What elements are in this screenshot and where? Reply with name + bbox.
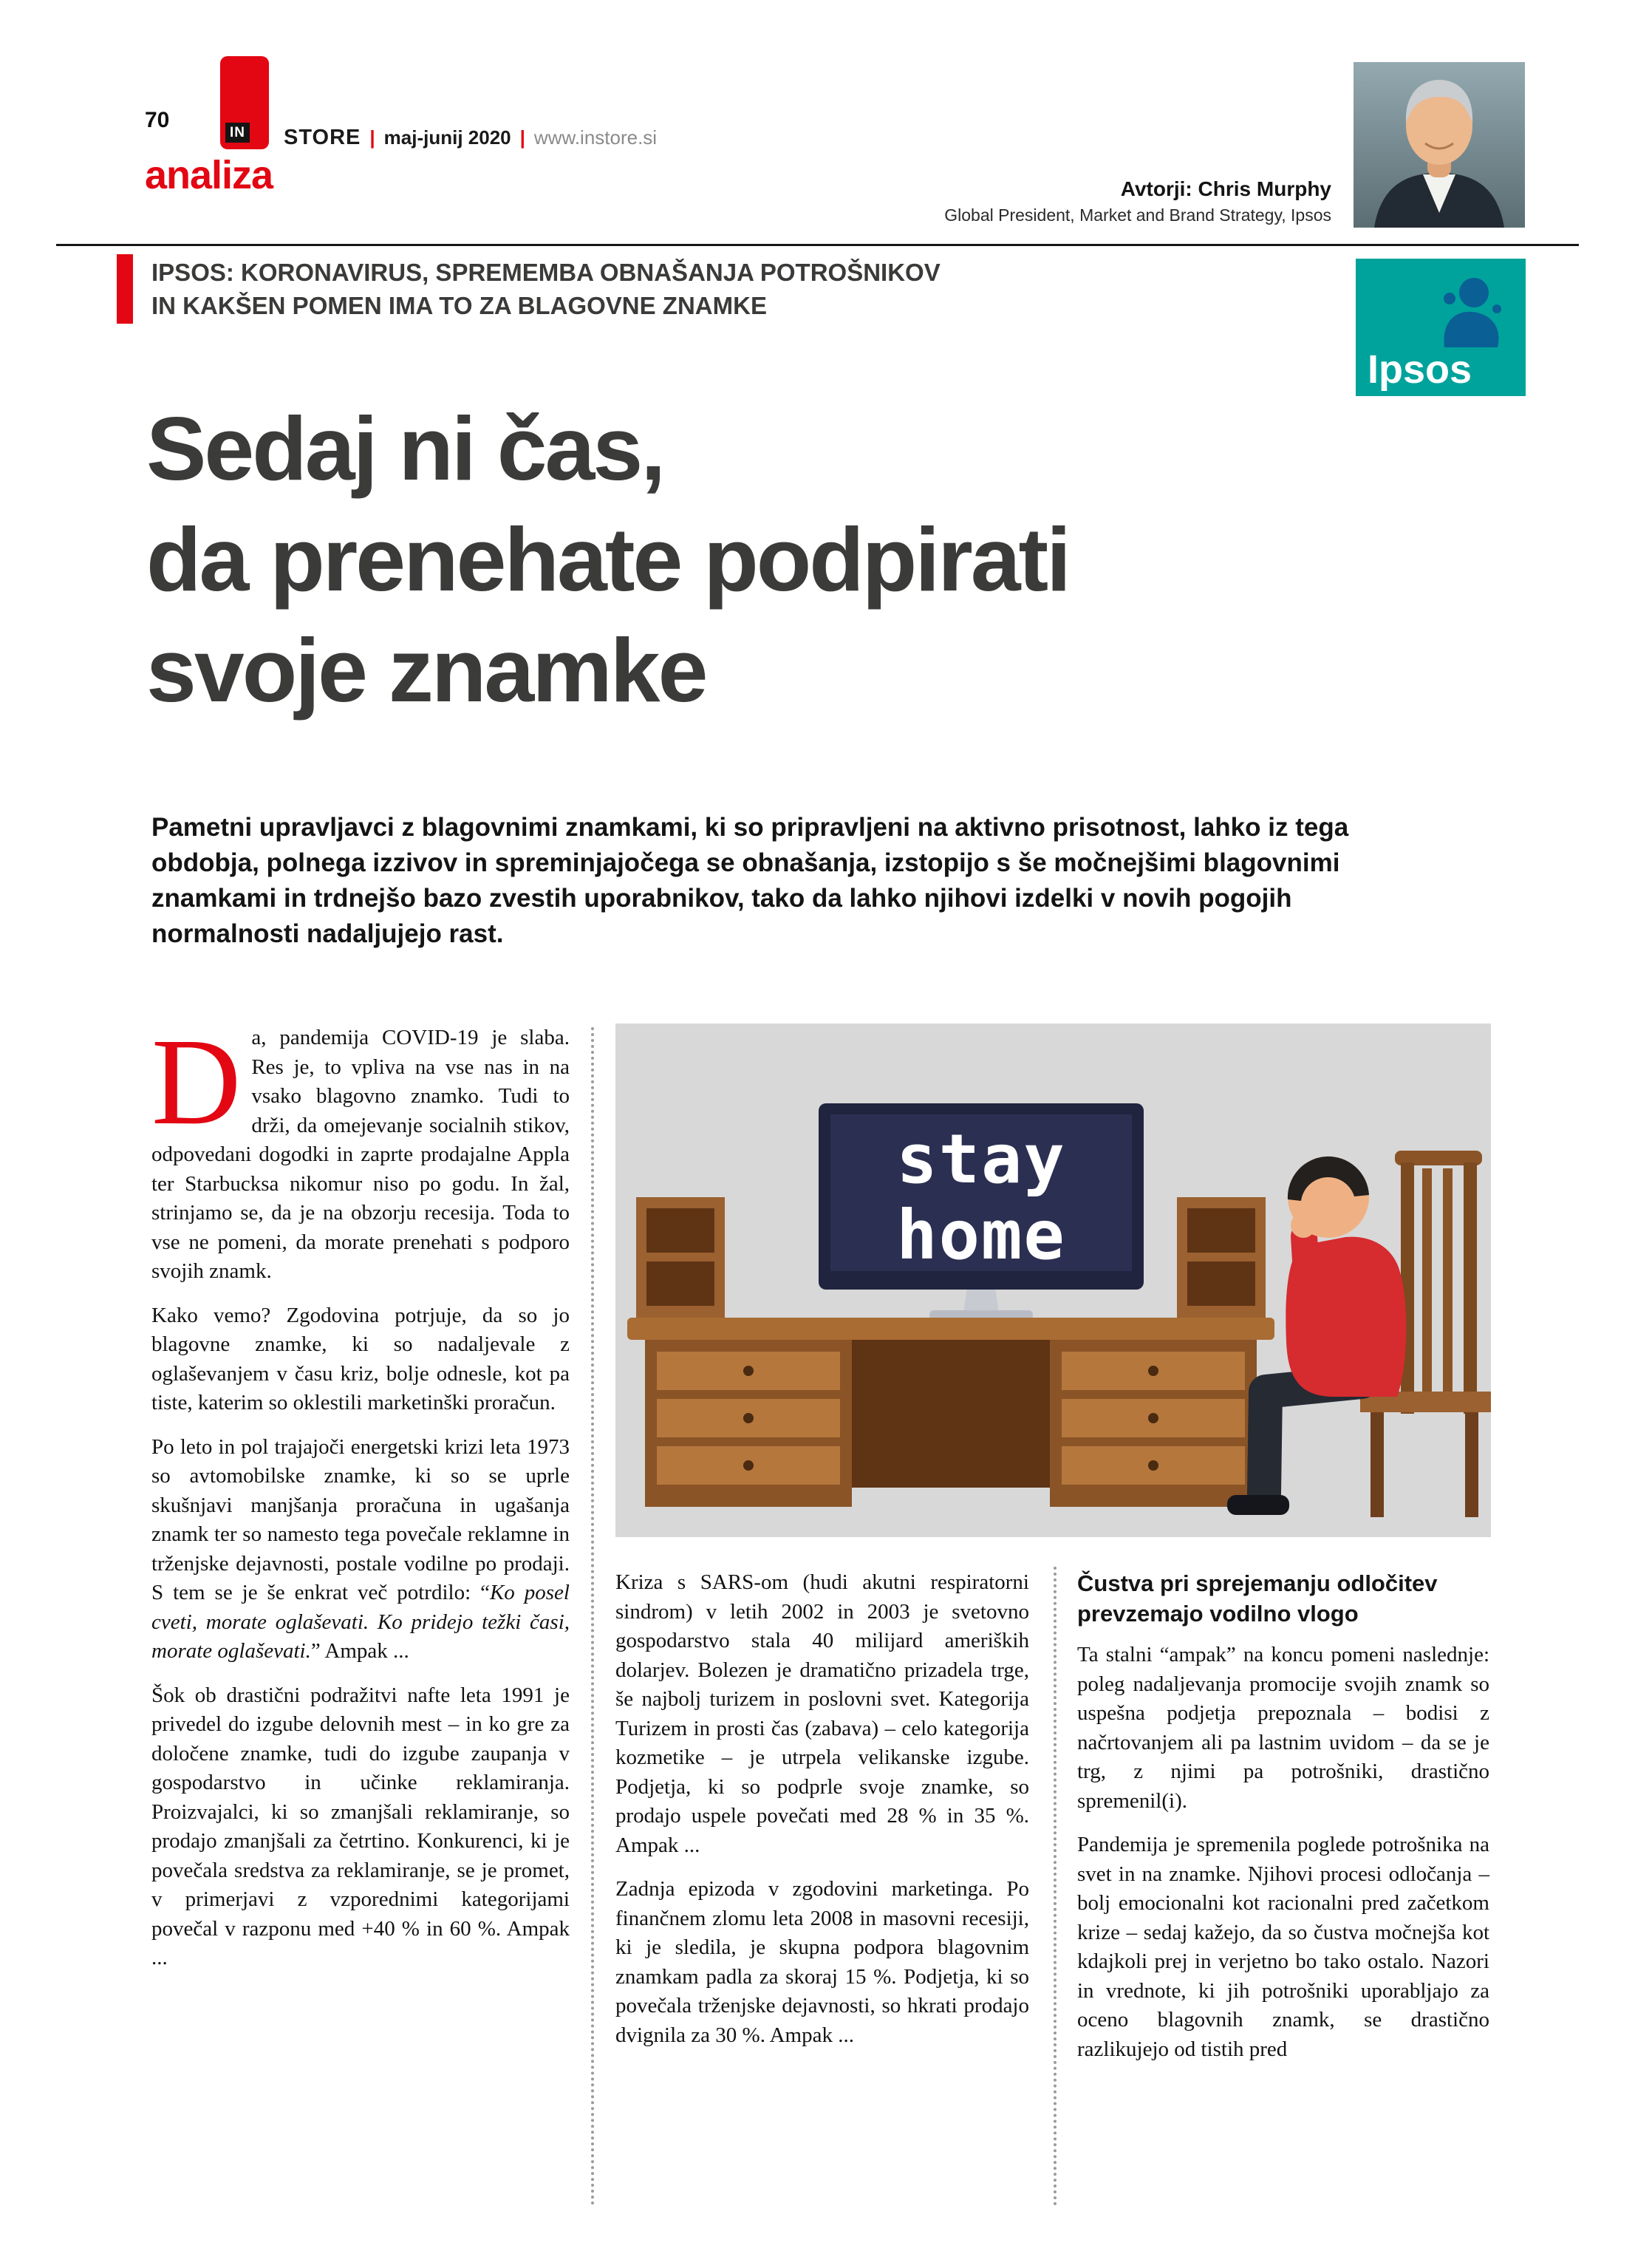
kicker-accent-bar — [117, 254, 133, 324]
paragraph — [151, 1433, 570, 1666]
kicker-line: IN KAKŠEN POMEN IMA TO ZA BLAGOVNE ZNAMKE — [151, 292, 767, 319]
instore-logo — [220, 56, 269, 149]
masthead-issue: maj-junij 2020 — [383, 126, 511, 149]
article-intro: Pametni upravljavci z blagovnimi znamkami, ki so pripravljeni na aktivno prisotnost, lahko iz tega obdobja, polnega izzivov in spreminjajočega se obnašanja, izstopijo s še močnejšimi blagovnimi znamkami in trdnejšo bazo zvestih uporabnikov, tako da lahko njihovi izdelki v novih pogojih normalnosti nadaljujejo rast. — [151, 813, 1349, 948]
masthead-divider: | — [369, 126, 375, 149]
ipsos-logo-image — [1356, 259, 1526, 396]
subheading-line: prevzemajo vodilno vlogo — [1077, 1601, 1359, 1627]
ipsos-wordmark: Ipsos — [1368, 347, 1472, 392]
paragraph: Pandemija je spremenila poglede potrošnika na svet in na znamke. Njihovi procesi odločanja – bolj emocionalni kot racionalni pred začetkom krize – sedaj kažejo, da so čustva močnejša kot kdajkoli prej in verjetno bo tako ostalo. Nazori in vrednote, ki jih potrošniki uporabljajo za oceno blagovnih znamk, se drastično razlikujejo od tistih pred — [1077, 1833, 1489, 2061]
page-number: 70 — [145, 108, 170, 132]
column-divider — [1054, 1567, 1057, 2206]
author-byline — [944, 177, 1331, 225]
author-name: Avtorji: Chris Murphy — [1120, 177, 1331, 200]
kicker-line: IPSOS: KORONAVIRUS, SPREMEMBA OBNAŠANJA POTROŠNIKOV — [151, 259, 941, 286]
header-rule — [56, 244, 1579, 246]
instore-logo-in-mark: IN — [225, 123, 250, 143]
headline-line: Sedaj ni čas, — [146, 398, 664, 499]
screen-text-home: home — [896, 1196, 1066, 1275]
paragraph: Kriza s SARS-om (hudi akutni respiratorni sindrom) v letih 2002 in 2003 je svetovno gospodarstvo stala 40 milijard ameriških dolarjev. Bolezen je dramatično prizadela trge, še najbolj turizem in poslovni svet. Kategorija Turizem in prosti čas (zabava) – celo kategorija kozmetike – je utrpela velikanske izgube. Podjetja, ki so podprle svoje znamke, so prodajo uspele povečati med 28 % in 35 %. Ampak ... — [615, 1570, 1029, 1857]
ipsos-logo — [1356, 259, 1526, 396]
stay-home-illustration — [615, 1024, 1491, 1537]
headline-line: da prenehate podpirati — [146, 509, 1070, 610]
body-column-right — [1077, 1568, 1489, 2079]
author-photo — [1354, 62, 1525, 228]
masthead — [284, 126, 657, 150]
masthead-store-label: STORE — [284, 126, 361, 149]
paragraph — [151, 1013, 570, 1287]
masthead-website-link[interactable]: www.instore.si — [533, 126, 658, 149]
author-role: Global President, Market and Brand Strategy, Ipsos — [944, 205, 1331, 225]
stay-home-illustration-image — [615, 1024, 1491, 1537]
body-column-left — [151, 1013, 570, 1988]
author-portrait-image — [1354, 62, 1525, 228]
paragraph: Ta stalni “ampak” na koncu pomeni naslednje: poleg nadaljevanja promocije svojih znamk so uspešna podjetja prepoznala – bodisi z načrtovanjem ali pa lastnim uvidom – da se je trg, z njimi pa potrošniki, drastično spremenil(i). — [1077, 1643, 1489, 1813]
paragraph-quote: Ko posel cveti, morate oglaševati. Ko pridejo težki časi, morate oglaševati. — [151, 1581, 570, 1663]
section-title: analiza — [145, 153, 273, 197]
body-column-middle — [615, 1568, 1029, 2065]
paragraph: Šok ob drastični podražitvi nafte leta 1991 je privedel do izgube delovnih mest – in ko gre za določene znamke, tudi do izgube zaupanja v gospodarstvo in učinke reklamiranja. Proizvajalci, ki so zmanjšali reklamiranje, so prodajo zmanjšali za četrtino. Konkurenci, ki je povečala sredstva za reklamiranje, se je promet, v primerjavi z vzporednimi kategorijami povečal v razponu med +40 % in 60 %. Ampak ... — [151, 1683, 570, 1969]
article-headline — [146, 393, 1069, 726]
subheading-line: Čustva pri sprejemanju odločitev — [1077, 1570, 1438, 1596]
paragraph: Kako vemo? Zgodovina potrjuje, da so jo blagovne znamke, ki so nadaljevale z oglaševanjem v času kriz, bolje odnesle, kot pa tiste, katerim so oklestili marketinški proračun. — [151, 1303, 570, 1414]
paragraph-text: a, pandemija COVID-19 je slaba. Res je, to vpliva na vse nas in na vsako blagovno znamko. Tudi to drži, da omejevanje socialnih stikov, odpovedani dogodki in zaprte prodajalne Appla ter Starbucksa nikomur niso po godu. In žal, strinjamo se, da je na obzorju recesija. Toda to vse ne pomeni, da morate prenehati s podporo svojih znamk. — [151, 1026, 570, 1283]
paragraph-text: Po leto in pol trajajoči energetski krizi leta 1973 so avtomobilske znamke, ki so se uprle skušnjavi manjšanja proračuna in ugašanja znamk ter so namesto tega povečale reklamne in trženjske dejavnosti, postale vodilne po prodaji. S tem se je še enkrat več potrdilo: “ — [151, 1434, 570, 1604]
column-divider — [591, 1027, 594, 2206]
paragraph-text: ” Ampak ... — [310, 1639, 409, 1663]
headline-line: svoje znamke — [146, 620, 706, 721]
paragraph: Zadnja epizoda v zgodovini marketinga. Po finančnem zlomu leta 2008 in masovni recesiji, ki je sledila, je skupna podpora blagovnim znamkam padla za skoraj 15 %. Podjetja, ki so povečala trženjske dejavnosti, so hkrati prodajo dvignila za 30 %. Ampak ... — [615, 1877, 1029, 2047]
dropcap: D — [151, 1013, 242, 1151]
screen-text-stay: stay — [896, 1120, 1066, 1199]
kicker — [151, 256, 941, 322]
masthead-divider: | — [519, 126, 525, 149]
subheading — [1077, 1568, 1489, 1629]
